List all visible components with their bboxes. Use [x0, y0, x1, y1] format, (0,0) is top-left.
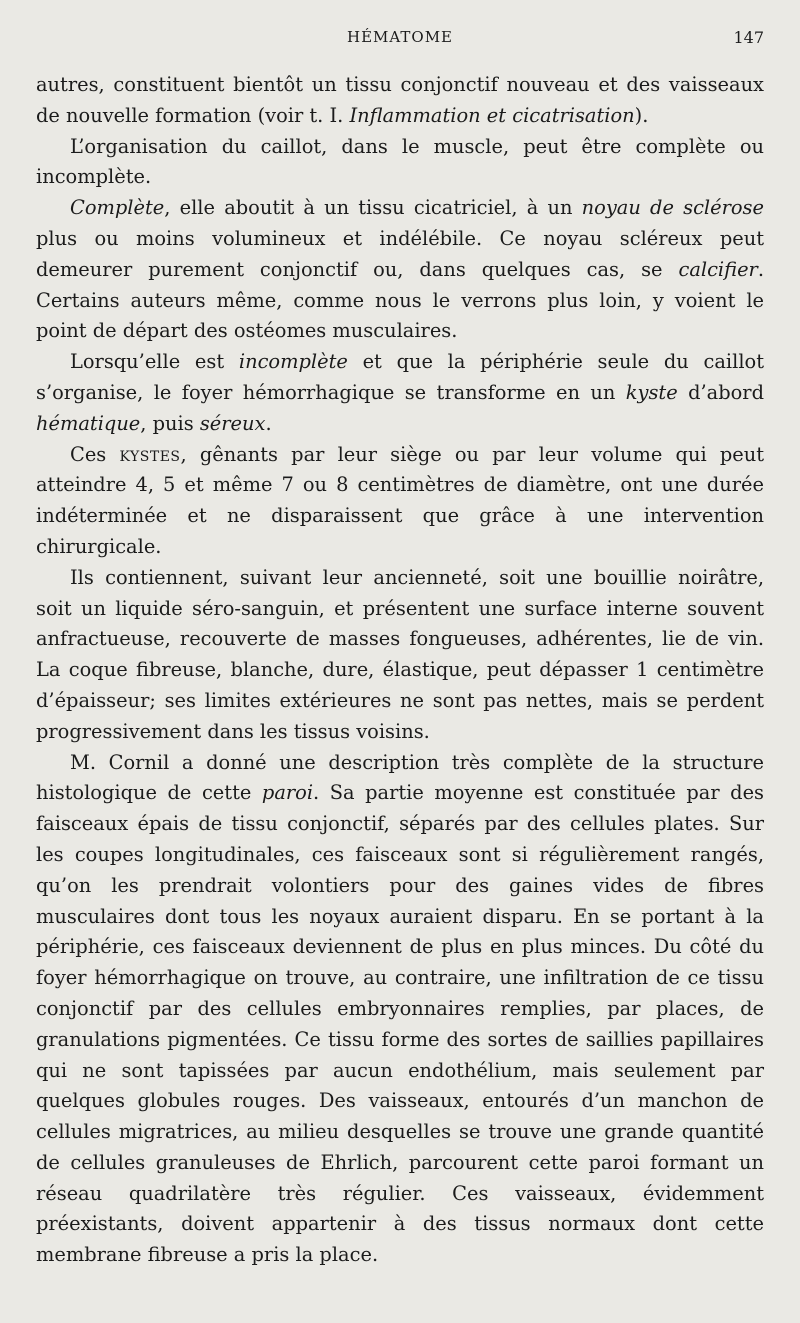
text-run: autres, constituent bientôt un tissu conjonctif nouveau et des vaisseaux de nouvelle formation (voir t. I. — [36, 73, 764, 127]
small-caps-run: kystes — [119, 442, 181, 466]
text-run: Lorsqu’elle est — [70, 350, 239, 374]
running-title: HÉMATOME — [346, 28, 453, 46]
italic-run: kyste — [625, 380, 678, 404]
text-run: et que la périphérie seule du caillot s’organise, le foyer hémorrhagique se transforme en un — [36, 350, 764, 404]
paragraph — [36, 132, 764, 194]
paragraph — [36, 440, 764, 563]
text-run: . Certains auteurs même, comme nous le verrons plus loin, y voient le point de départ des ostéomes musculaires. — [36, 257, 764, 343]
italic-run: hématique — [36, 411, 141, 435]
text-run: Ils contiennent, suivant leur ancienneté, soit une bouillie noirâtre, soit un liquide séro-sanguin, et présentent une surface interne souvent anfractueuse, recouverte de masses fongueuses, adhérentes, lie de vin. La coque fibreuse, blanche, dure, élastique, peut dépasser 1 centimètre d’épaisseur; ses limites extérieures ne sont pas nettes, mais se perdent progressivement dans les tissus voisins. — [36, 565, 764, 743]
body-text — [36, 70, 764, 1271]
text-run: L’organisation du caillot, dans le muscle, peut être complète ou incomplète. — [36, 134, 764, 189]
text-run: . Sa partie moyenne est constituée par des faisceaux épais de tissu conjonctif, séparés par des cellules plates. Sur les coupes longitudinales, ces faisceaux sont si régulièrement rangés, qu’on les prendrait volontiers pour des gaines vides de fibres musculaires dont tous les noyaux auraient disparu. En se portant à la périphérie, ces faisceaux deviennent de plus en plus minces. Du côté du foyer hémorrhagique on trouve, au contraire, une infiltration de ce tissu conjonctif par des cellules embryonnaires remplies, par places, de granulations pigmentées. Ce tissu forme des sortes de saillies papillaires qui ne sont tapissées par aucun endothélium, mais seulement par quelques globules rouges. Des vaisseaux, entourés d’un manchon de cellules migratrices, au milieu desquelles se trouve une grande quantité de cellules granuleuses de Ehrlich, parcourent cette paroi formant un réseau quadrilatère très régulier. Ces vaisseaux, évidemment préexistants, doivent appartenir à des tissus normaux dont cette membrane fibreuse a pris la place. — [36, 781, 765, 1267]
running-head — [36, 22, 764, 62]
text-run: , gênants par leur siège ou par leur volume qui peut atteindre 4, 5 et même 7 ou 8 centimètres de diamètre, ont une durée indéterminée et ne disparaissent que grâce à une intervention chirurgicale. — [36, 442, 764, 558]
paragraph — [36, 70, 764, 132]
page-number: 147 — [733, 28, 764, 47]
text-run: Ces — [70, 442, 120, 466]
paragraph — [36, 193, 764, 347]
italic-run: paroi — [261, 781, 314, 805]
text-run: , puis — [140, 411, 200, 435]
text-run: d’abord — [677, 380, 764, 404]
italic-run: noyau de sclérose — [581, 196, 764, 220]
paragraph — [36, 347, 764, 439]
text-run: plus ou moins volumineux et indélébile. Ce noyau scléreux peut demeurer purement conjonctif ou, dans quelques cas, se — [36, 226, 764, 281]
paragraph — [36, 748, 764, 1272]
italic-run: séreux — [199, 411, 266, 435]
text-run: M. Cornil a donné une description très complète de la structure histologique de cette — [36, 750, 764, 805]
italic-run: Complète — [70, 196, 165, 220]
text-run: . — [265, 411, 272, 435]
italic-run: Inflammation et cicatrisation — [349, 103, 635, 127]
text-run: ). — [634, 103, 649, 127]
italic-run: calcifier — [678, 257, 758, 281]
paragraph — [36, 563, 764, 748]
text-run: , elle aboutit à un tissu cicatriciel, à un — [164, 196, 582, 220]
italic-run: incomplète — [238, 350, 348, 374]
